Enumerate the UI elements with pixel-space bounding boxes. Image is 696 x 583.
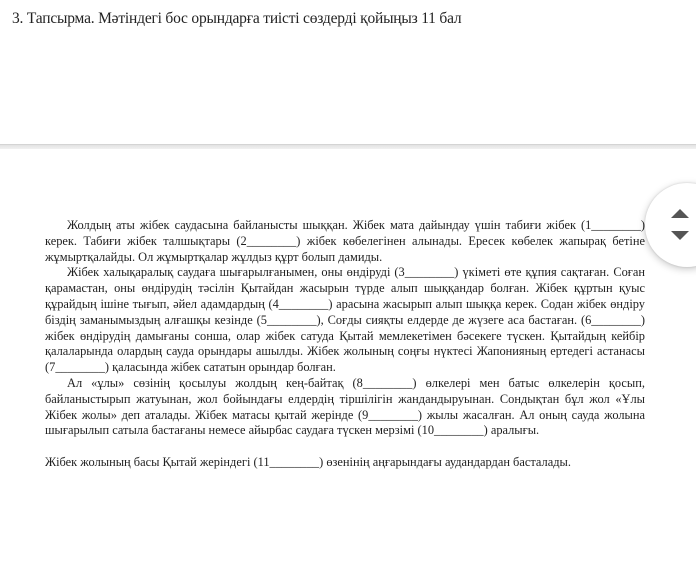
exercise-text — [45, 218, 645, 471]
scroll-up-icon[interactable] — [671, 209, 689, 218]
paragraph-2: Жібек халықаралық саудаға шығарылғанымен, оны өндіруді (3________) үкіметі өте құпия сақтаған. Соған қарамастан, оны өндірудің тәсілін Қытайдан жасырын түрде алып шыққандар болған. Жібек құртын қуыс құрайдың ішіне тығып, әйел адамдардың (4________) арасына жасырып алып шыққа керек. Содан жібек өндіру біздің заманымыздың алғашқы кезінде (5________), Соғды сияқты елдерде де жүзеге аса бастаған. (6________) жібек өндірудің дамығаны сонша, олар жібек сатуда Қытай мемлекетімен бәсекеге түскен. Қытайдың кейбір қалаларында олардың сауда орындары ашылды. Жібек жолының соңғы нүктесі Жапонияның ертедегі астанасы (7________) қаласында жібек сататын орындар болған. — [45, 265, 645, 375]
section-divider — [0, 144, 696, 149]
paragraph-3: Ал «ұлы» сөзінің қосылуы жолдың кең-байтақ (8________) өлкелері мен батыс өлкелерін қосып, байланыстырып жатуынан, жол бойындағы елдердің тіршілігін жандандыруынан. Сондықтан бұл жол «Ұлы Жібек жолы» деп аталады. Жібек матасы қытай жерінде (9________) жылы жасалған. Ал оның сауда жолына шығарылып сатыла бастағаны немесе айырбас саудаға түскен мерзімі (10________) аралығы. — [45, 375, 645, 438]
paragraph-final: Жібек жолының басы Қытай жеріндегі (11________) өзенінің аңғарындағы аудандардан басталады. — [45, 455, 571, 470]
scroll-down-icon[interactable] — [671, 231, 689, 240]
scroll-navigation-widget[interactable] — [645, 183, 696, 267]
task-title: 3. Тапсырма. Мәтіндегі бос орындарға тиісті сөздерді қойыңыз 11 бал — [12, 10, 462, 27]
paragraph-1: Жолдың аты жібек саудасына байланысты шыққан. Жібек мата дайындау үшін табиғи жібек (1________) керек. Табиғи жібек талшықтары (2________) жібек көбелегінен алынады. Ересек көбелек жапырақ бетіне жұмыртқалайды. Ол жұмыртқалар жұлдыз құрт болып дамиды. — [45, 218, 645, 264]
